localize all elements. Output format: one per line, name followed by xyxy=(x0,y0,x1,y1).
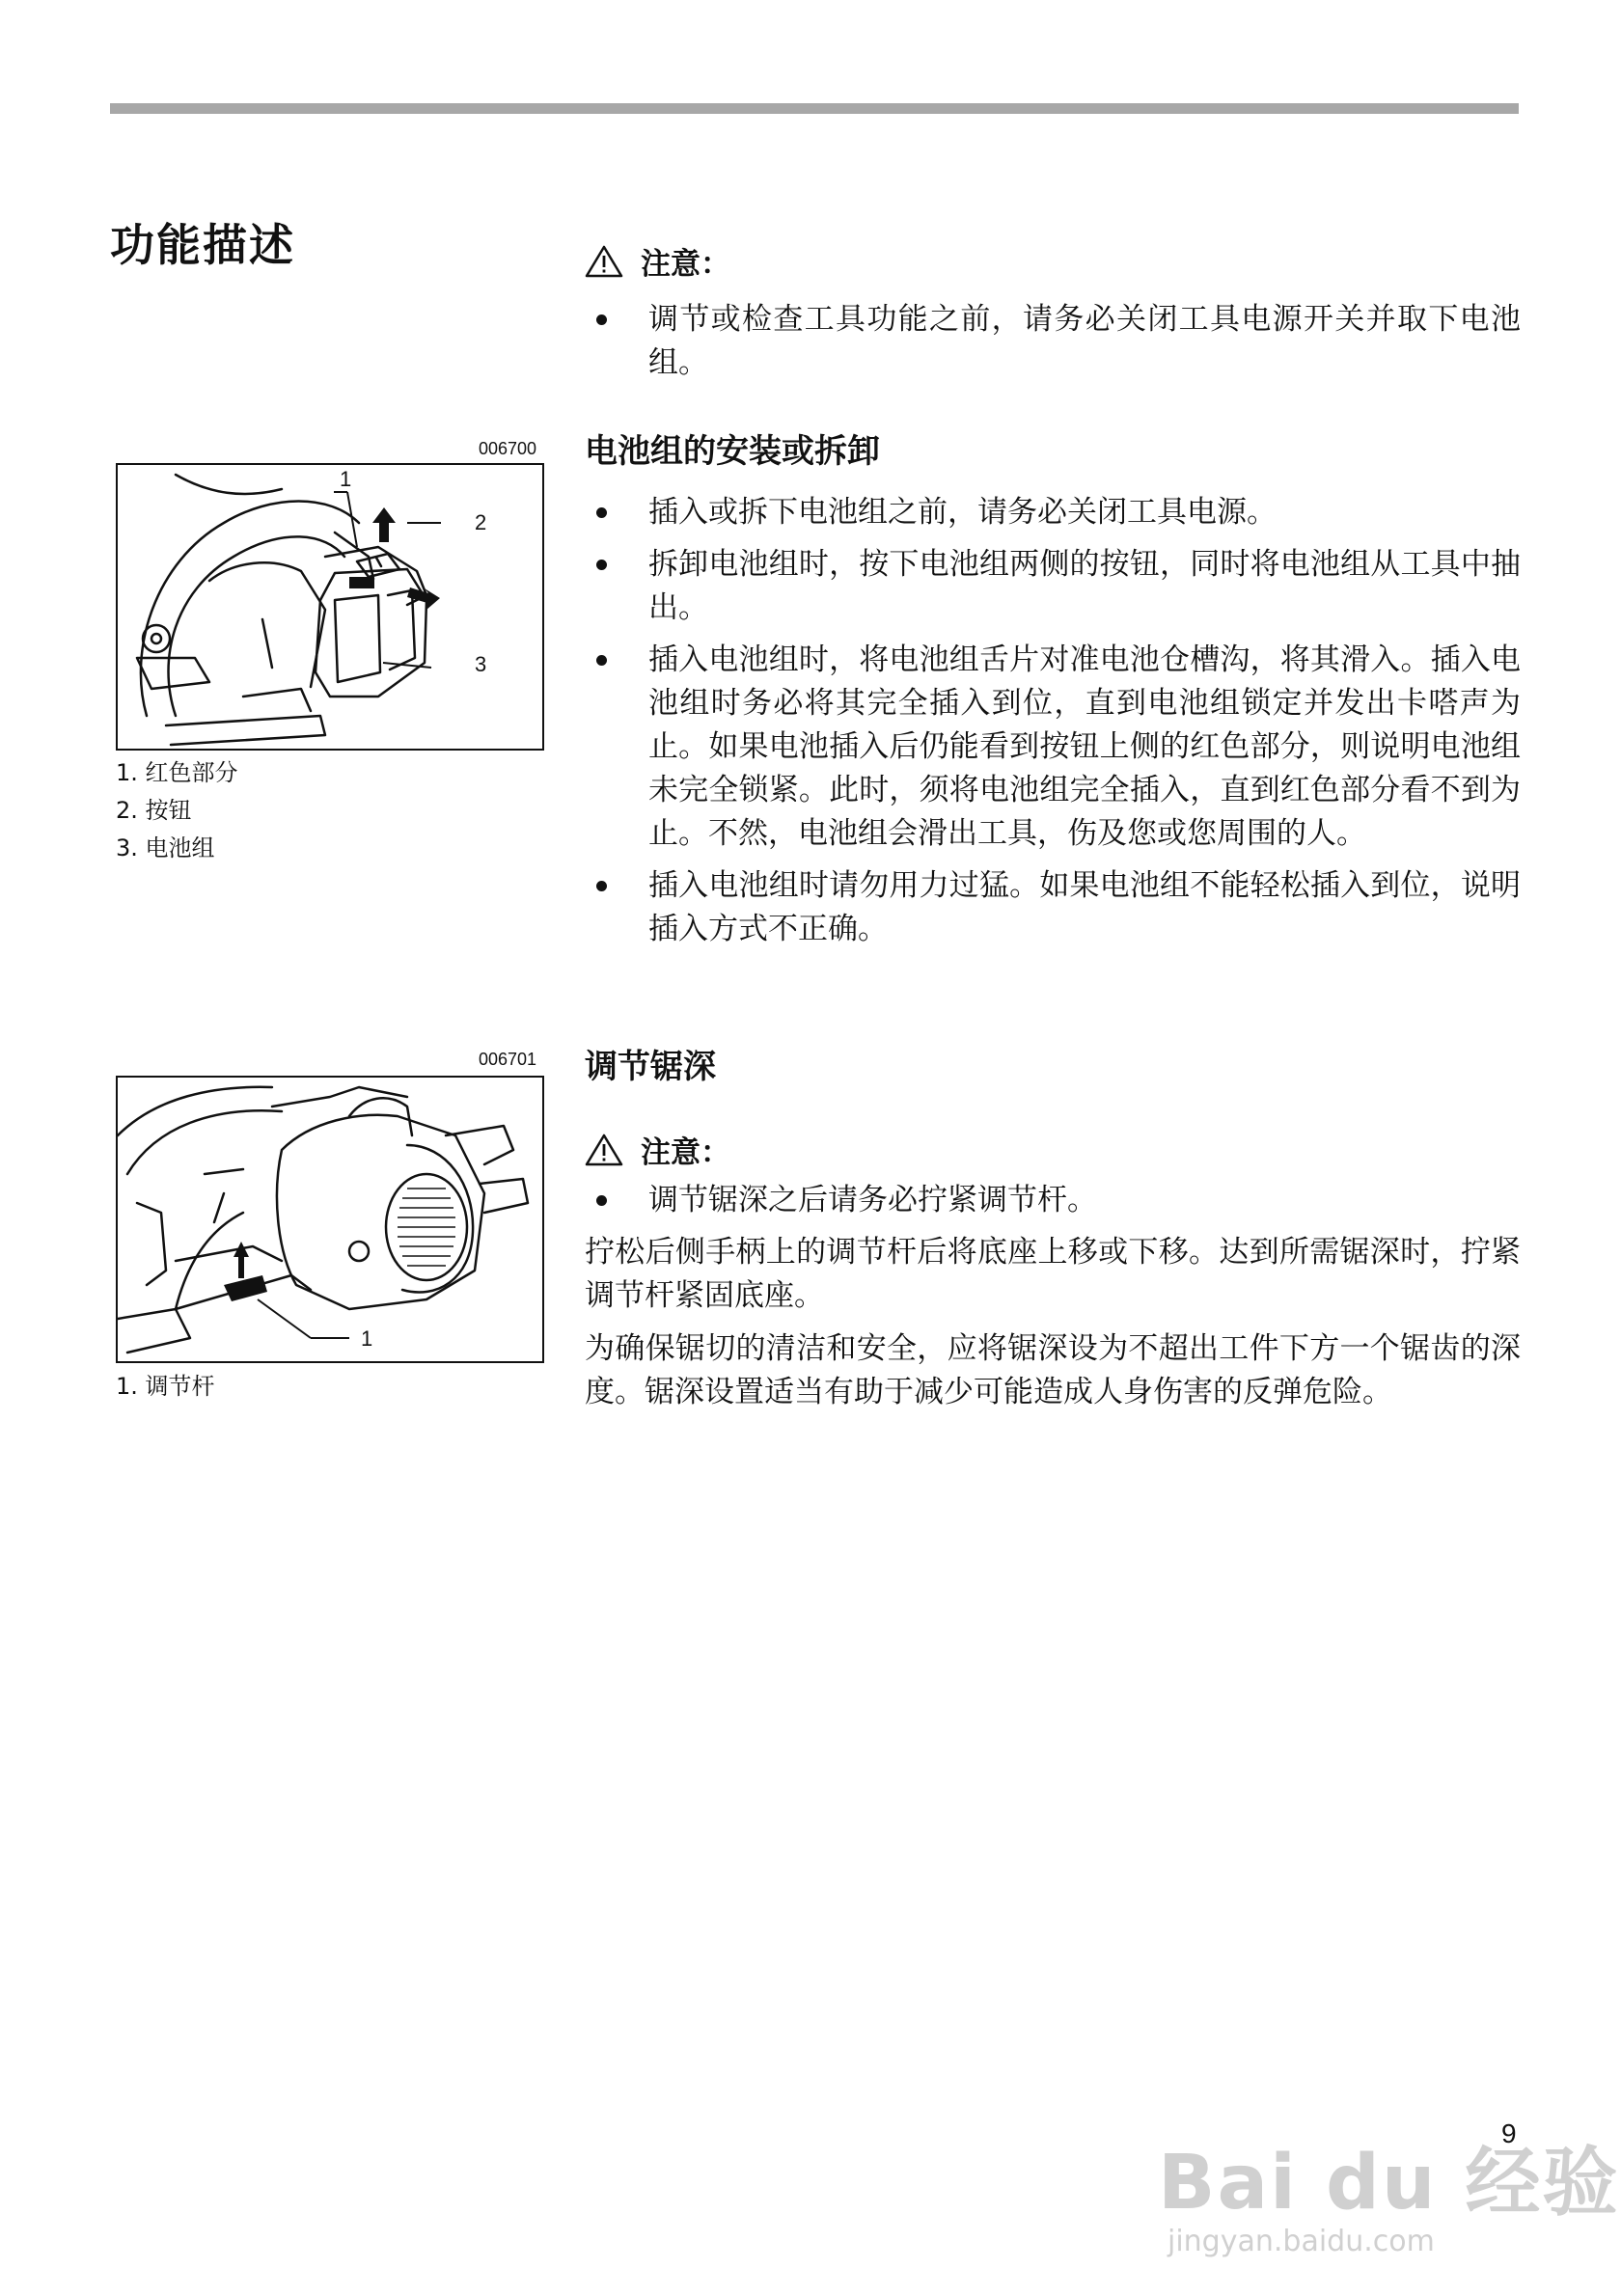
caution-label: 注意： xyxy=(641,1135,730,1170)
figure-depth-illustration xyxy=(116,1076,544,1363)
figure2-legend xyxy=(116,1368,215,1406)
callout-label: 1 xyxy=(340,467,352,491)
watermark-logo: Bai du 经验 xyxy=(1158,2140,1620,2227)
legend-item: 1. 红色部分 xyxy=(116,759,238,786)
figure-code: 006700 xyxy=(479,439,537,458)
bullet-icon xyxy=(596,881,607,891)
bullet-icon xyxy=(596,1195,607,1206)
caution-list xyxy=(585,298,1521,385)
page-heading: 功能描述 xyxy=(110,219,295,271)
caution-header xyxy=(585,1128,1521,1171)
legend-item: 2. 按钮 xyxy=(116,797,192,824)
figure1-legend xyxy=(116,754,238,867)
watermark-url: jingyan.baidu.com xyxy=(1168,2225,1435,2258)
battery-section xyxy=(585,424,1521,960)
legend-item: 3. 电池组 xyxy=(116,834,215,861)
list-item: 调节或检查工具功能之前，请务必关闭工具电源开关并取下电池组。 xyxy=(585,298,1521,385)
caution-label: 注意： xyxy=(641,247,730,282)
list-item: 插入或拆下电池组之前，请务必关闭工具电源。 xyxy=(585,491,1521,534)
list-item: 插入电池组时，将电池组舌片对准电池仓槽沟，将其滑入。插入电池组时务必将其完全插入到位，直到电池组锁定并发出卡嗒声为止。如果电池插入后仍能看到按钮上侧的红色部分，则说明电池组未完全锁紧。此时，须将电池组完全插入，直到红色部分看不到为止。不然，电池组会滑出工具，伤及您或您周围的人。 xyxy=(585,639,1521,856)
top-rule xyxy=(110,103,1519,114)
paragraph: 为确保锯切的清洁和安全，应将锯深设为不超出工件下方一个锯齿的深度。锯深设置适当有助于减少可能造成人身伤害的反弹危险。 xyxy=(585,1331,1521,1409)
warning-icon xyxy=(585,244,623,279)
bullet-icon xyxy=(596,314,607,325)
bullet-icon xyxy=(596,560,607,570)
callout-label: 3 xyxy=(475,652,487,676)
battery-list xyxy=(585,491,1521,951)
section-title-depth: 调节锯深 xyxy=(585,1048,716,1086)
legend-item: 1. 调节杆 xyxy=(116,1373,215,1400)
depth-caution-list xyxy=(585,1179,1521,1222)
saw-battery-drawing xyxy=(118,465,542,749)
baidu-watermark xyxy=(1158,2122,1620,2258)
list-item: 插入电池组时请勿用力过猛。如果电池组不能轻松插入到位，说明插入方式不正确。 xyxy=(585,864,1521,951)
callout-label: 1 xyxy=(361,1326,373,1351)
depth-section xyxy=(585,1040,1521,1424)
paragraph: 拧松后侧手柄上的调节杆后将底座上移或下移。达到所需锯深时，拧紧调节杆紧固底座。 xyxy=(585,1235,1521,1313)
warning-icon xyxy=(585,1133,623,1167)
caution-header xyxy=(585,239,1521,283)
callout-label: 2 xyxy=(475,510,487,534)
figure-battery-illustration xyxy=(116,463,544,751)
caution-top xyxy=(585,239,1521,394)
list-item: 调节锯深之后请务必拧紧调节杆。 xyxy=(585,1179,1521,1222)
bullet-icon xyxy=(596,507,607,518)
section-title-battery: 电池组的安装或拆卸 xyxy=(585,432,880,471)
saw-depth-drawing xyxy=(118,1078,542,1361)
bullet-icon xyxy=(596,655,607,666)
list-item: 拆卸电池组时，按下电池组两侧的按钮，同时将电池组从工具中抽出。 xyxy=(585,543,1521,630)
page-number: 9 xyxy=(1501,2118,1517,2148)
figure-code: 006701 xyxy=(479,1050,537,1069)
